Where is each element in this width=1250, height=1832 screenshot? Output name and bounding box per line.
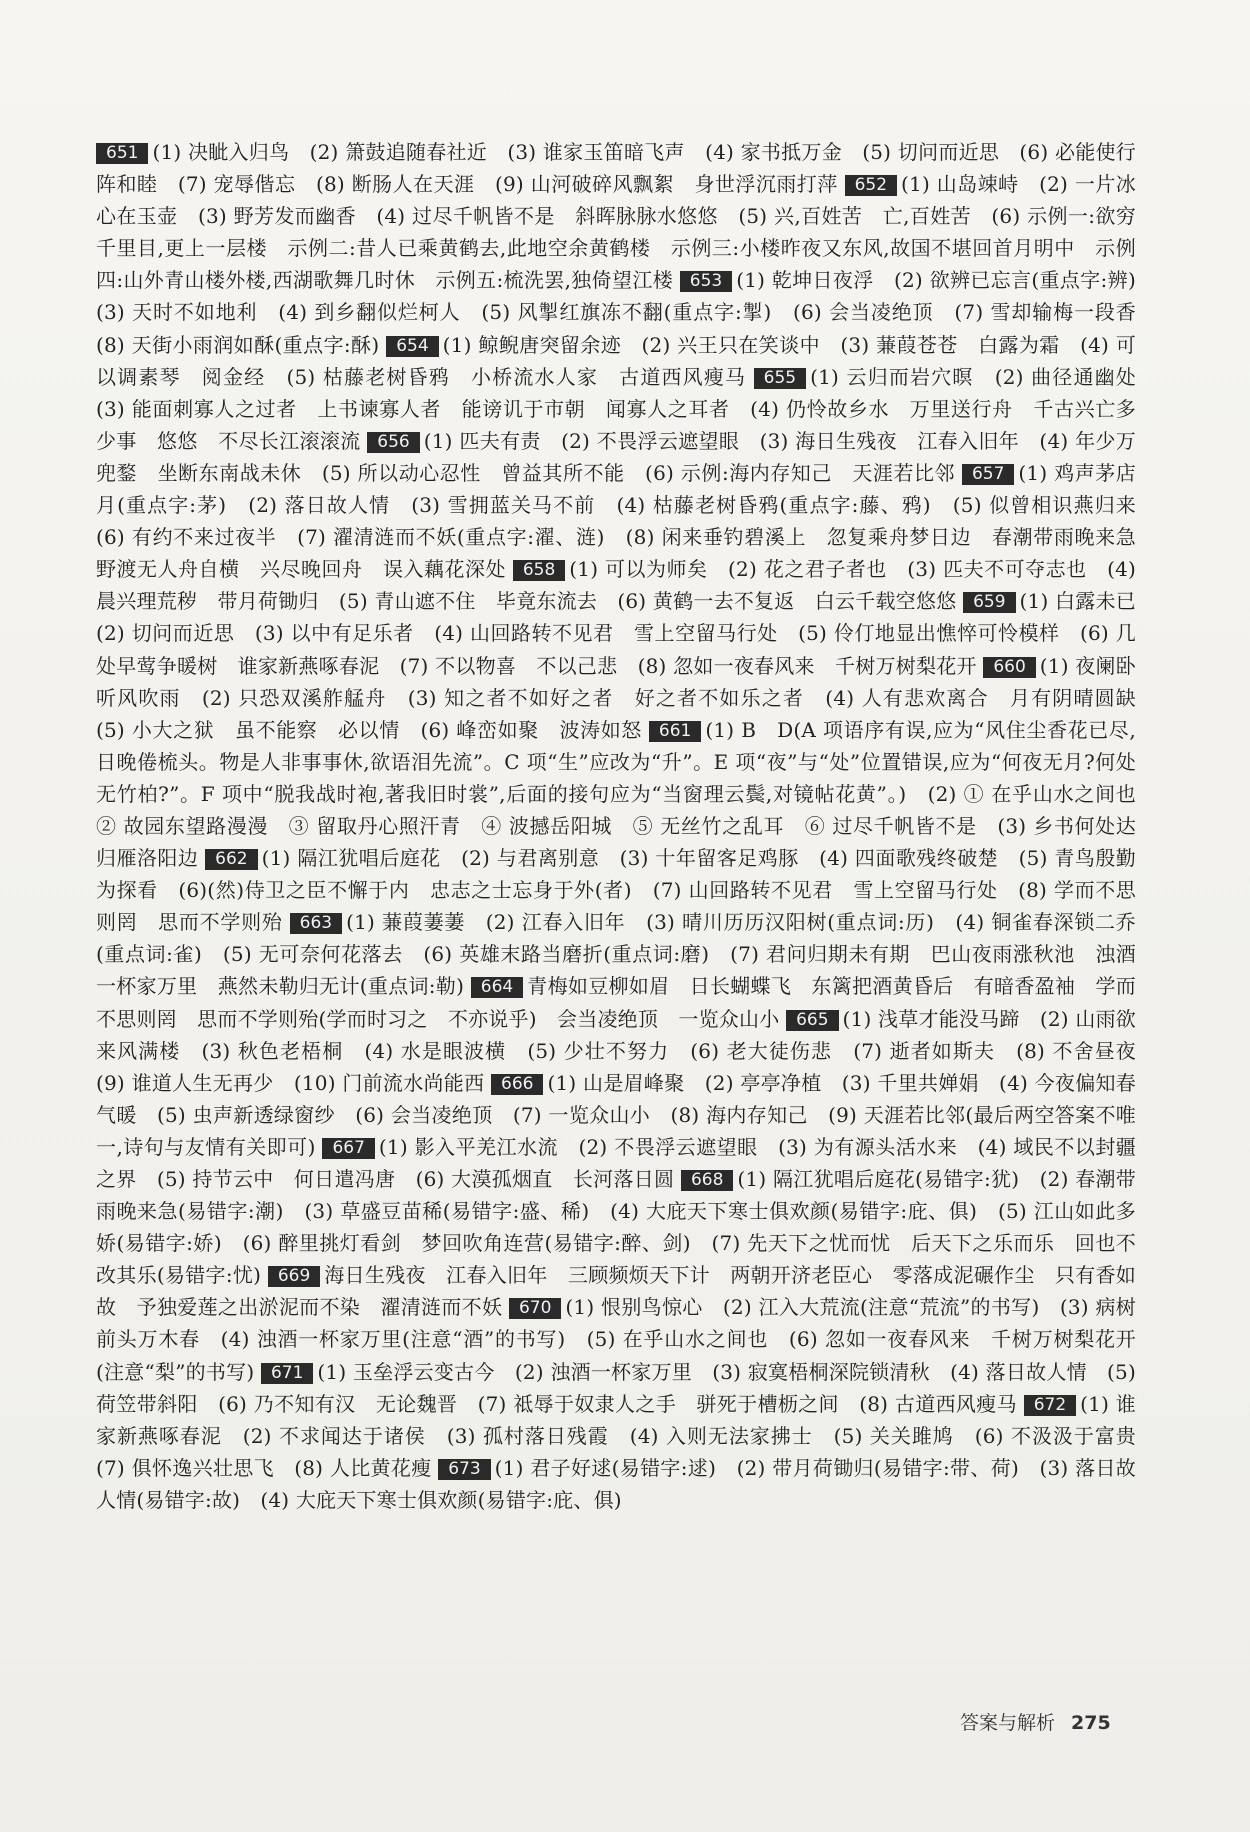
answer-text: (1) 浅草才能没马蹄 (2) 山雨欲来风满楼 (3) 秋色老梧桐 (4) 水是眼波横 (5) 少壮不努力 (6) 老大徒伤悲 (7) 逝者如斯夫 (8) 不舍昼夜 (9) 谁道人生无再少 (10) 门前流水尚能西	[96, 1006, 1157, 1095]
answer-text: (1) 恨别鸟惊心 (2) 江入大荒流(注意“荒流”的书写) (3) 病树前头万木春 (4) 浊酒一杯家万里(注意“酒”的书写) (5) 在乎山水之间也 (6) 忽如一夜春风来 千树万树梨花开(注意“梨”的书写)	[96, 1295, 1136, 1384]
answer-text: (1) 匹夫有责 (2) 不畏浮云遮望眼 (3) 海日生残夜 江春入旧年 (4) 年少万兜鍪 坐断东南战未休 (5) 所以动心忍性 曾益其所不能 (6) 示例:海内存知己 天涯若比邻	[96, 428, 1136, 485]
footer-section-title: 答案与解析	[960, 1712, 1056, 1734]
answer-text: (1) 云归而岩穴暝 (2) 曲径通幽处 (3) 能面刺寡人之过者 上书谏寡人者 能谤讥于市朝 闻寡人之耳者 (4) 仍怜故乡水 万里送行舟 千古兴亡多少事 悠悠 不尽长江滚滚流	[96, 364, 1157, 453]
question-number-badge: 673	[438, 1459, 490, 1480]
answer-text: (1) 玉垒浮云变古今 (2) 浊酒一杯家万里 (3) 寂寞梧桐深院锁清秋 (4) 落日故人情 (5) 荷笠带斜阳 (6) 乃不知有汉 无论魏晋 (7) 祗辱于奴隶人之手 骈死于槽枥之间 (8) 古道西风瘦马	[96, 1359, 1136, 1416]
question-number-badge: 666	[491, 1074, 543, 1095]
question-number-badge: 651	[96, 143, 148, 164]
answer-text: (1) 隔江犹唱后庭花 (2) 与君离别意 (3) 十年留客足鸡豚 (4) 四面歌残终破楚 (5) 青鸟殷勤为探看 (6)(然)侍卫之臣不懈于内 忠志之士忘身于外(者) (7) 山回路转不见君 雪上空留马行处 (8) 学而不思则罔 思而不学则殆	[96, 846, 1136, 935]
answer-text: (1) 谁家新燕啄春泥 (2) 不求闻达于诸侯 (3) 孤村落日残霞 (4) 入则无法家拂士 (5) 关关雎鸠 (6) 不汲汲于富贵 (7) 俱怀逸兴壮思飞 (8) 人比黄花瘦	[96, 1391, 1157, 1480]
answer-text: (1) 君子好逑(易错字:逑) (2) 带月荷锄归(易错字:带、荷) (3) 落日故人情(易错字:故) (4) 大庇天下寒士俱欢颜(易错字:庇、俱)	[96, 1455, 1136, 1512]
question-number-badge: 653	[680, 271, 732, 292]
answers-body	[96, 136, 1157, 1516]
question-number-badge: 664	[471, 977, 523, 998]
question-number-badge: 662	[205, 849, 257, 870]
question-number-badge: 665	[786, 1010, 838, 1031]
answer-text: (1) 山岛竦峙 (2) 一片冰心在玉壶 (3) 野芳发而幽香 (4) 过尽千帆皆不是 斜晖脉脉水悠悠 (5) 兴,百姓苦 亡,百姓苦 (6) 示例一:欲穷千里目,更上一层楼 示例二:昔人已乘黄鹤去,此地空余黄鹤楼 示例三:小楼昨夜又东风,故国不堪回首月明中 示例四:山外青山楼外楼,西湖歌舞几时休 示例五:梳洗罢,独倚望江楼	[96, 172, 1136, 293]
answer-text: (1) 决眦入归鸟 (2) 箫鼓追随春社近 (3) 谁家玉笛暗飞声 (4) 家书抵万金 (5) 切问而近思 (6) 必能使行阵和睦 (7) 宠辱偕忘 (8) 断肠人在天涯 (9) 山河破碎风飘絮 身世浮沉雨打萍	[96, 140, 1136, 197]
question-number-badge: 658	[513, 560, 565, 581]
question-number-badge: 672	[1024, 1395, 1076, 1416]
answer-text: (1) 可以为师矣 (2) 花之君子者也 (3) 匹夫不可夺志也 (4) 晨兴理荒秽 带月荷锄归 (5) 青山遮不住 毕竟东流去 (6) 黄鹤一去不复返 白云千载空悠悠	[96, 557, 1136, 614]
question-number-badge: 663	[290, 913, 342, 934]
question-number-badge: 661	[649, 721, 701, 742]
question-number-badge: 657	[962, 464, 1014, 485]
answer-text: (1) 鲸鲵唐突留余迹 (2) 兴王只在笑谈中 (3) 蒹葭苍苍 白露为霜 (4) 可以调素琴 阅金经 (5) 枯藤老树昏鸦 小桥流水人家 古道西风瘦马	[96, 332, 1136, 389]
answer-text: (1) B D(A 项语序有误,应为“风住尘香花已尽,日晚倦梳头。物是人非事事休,欲语泪先流”。C 项“生”应改为“升”。E 项“夜”与“处”位置错误,应为“何夜无月?何处无竹柏?”。F 项中“脱我战时袍,著我旧时裳”,后面的接句应为“当窗理云鬓,对镜帖花黄”。) (2) ① 在乎山水之间也 ② 故园东望路漫漫 ③ 留取丹心照汗青 ④ 波撼岳阳城 ⑤ 无丝竹之乱耳 ⑥ 过尽千帆皆不是 (3) 乡书何处达 归雁洛阳边	[96, 717, 1157, 871]
question-number-badge: 655	[754, 368, 806, 389]
page-footer	[960, 1708, 1140, 1735]
question-number-badge: 654	[386, 336, 438, 357]
answer-text: 青梅如豆柳如眉 日长蝴蝶飞 东篱把酒黄昏后 有暗香盈袖 学而不思则罔 思而不学则殆(学而时习之 不亦说乎) 会当凌绝顶 一览众山小	[96, 974, 1137, 1031]
question-number-badge: 656	[367, 432, 419, 453]
question-number-badge: 670	[509, 1298, 561, 1319]
answer-text: (1) 鸡声茅店月(重点字:茅) (2) 落日故人情 (3) 雪拥蓝关马不前 (4) 枯藤老树昏鸦(重点字:藤、鸦) (5) 似曾相识燕归来 (6) 有约不来过夜半 (7) 濯清涟而不妖(重点字:濯、涟) (8) 闲来垂钓碧溪上 忽复乘舟梦日边 春潮带雨晚来急 野渡无人舟自横 兴尽晚回舟 误入藕花深处	[96, 460, 1157, 582]
question-number-badge: 669	[268, 1266, 320, 1287]
answer-text: (1) 夜阑卧听风吹雨 (2) 只恐双溪舴艋舟 (3) 知之者不如好之者 好之者不如乐之者 (4) 人有悲欢离合 月有阴晴圆缺 (5) 小大之狱 虽不能察 必以情 (6) 峰峦如聚 波涛如怒	[96, 653, 1157, 742]
answer-text: (1) 白露未已 (2) 切问而近思 (3) 以中有足乐者 (4) 山回路转不见君 雪上空留马行处 (5) 伶仃地显出憔悴可怜模样 (6) 几处早莺争暖树 谁家新燕啄春泥 (7) 不以物喜 不以己悲 (8) 忽如一夜春风来 千树万树梨花开	[96, 589, 1157, 678]
answer-text: (1) 蒹葭萋萋 (2) 江春入旧年 (3) 晴川历历汉阳树(重点词:历) (4) 铜雀春深锁二乔(重点词:雀) (5) 无可奈何花落去 (6) 英雄末路当磨折(重点词:磨) (7) 君问归期未有期 巴山夜雨涨秋池 浊酒一杯家万里 燕然未勒归无计(重点词:勒)	[96, 910, 1136, 999]
answer-text: (1) 山是眉峰聚 (2) 亭亭净植 (3) 千里共婵娟 (4) 今夜偏知春气暖 (5) 虫声新透绿窗纱 (6) 会当凌绝顶 (7) 一览众山小 (8) 海内存知己 (9) 天涯若比邻(最后两空答案不唯一,诗句与友情有关即可)	[96, 1070, 1136, 1159]
answer-text: (1) 乾坤日夜浮 (2) 欲辨已忘言(重点字:辨) (3) 天时不如地利 (4) 到乡翻似烂柯人 (5) 风掣红旗冻不翻(重点字:掣) (6) 会当凌绝顶 (7) 雪却输梅一段香 (8) 天街小雨润如酥(重点字:酥)	[96, 268, 1157, 357]
page-number: 275	[1071, 1712, 1111, 1734]
answer-text: (1) 隔江犹唱后庭花(易错字:犹) (2) 春潮带雨晚来急(易错字:潮) (3) 草盛豆苗稀(易错字:盛、稀) (4) 大庇天下寒士俱欢颜(易错字:庇、俱) (5) 江山如此多娇(易错字:娇) (6) 醉里挑灯看剑 梦回吹角连营(易错字:醉、剑) (7) 先天下之忧而忧 后天下之乐而乐 回也不改其乐(易错字:忧)	[96, 1167, 1136, 1288]
answer-text: (1) 影入平羌江水流 (2) 不畏浮云遮望眼 (3) 为有源头活水来 (4) 域民不以封疆之界 (5) 持节云中 何日遣冯唐 (6) 大漠孤烟直 长河落日圆	[96, 1134, 1136, 1191]
question-number-badge: 668	[681, 1170, 733, 1191]
question-number-badge: 671	[261, 1363, 313, 1384]
question-number-badge: 660	[983, 657, 1035, 678]
question-number-badge: 667	[322, 1138, 374, 1159]
question-number-badge: 659	[963, 592, 1015, 613]
answer-text: 海日生残夜 江春入旧年 三顾频烦天下计 两朝开济老臣心 零落成泥碾作尘 只有香如故 予独爱莲之出淤泥而不染 濯清涟而不妖	[96, 1263, 1137, 1320]
question-number-badge: 652	[845, 175, 897, 196]
